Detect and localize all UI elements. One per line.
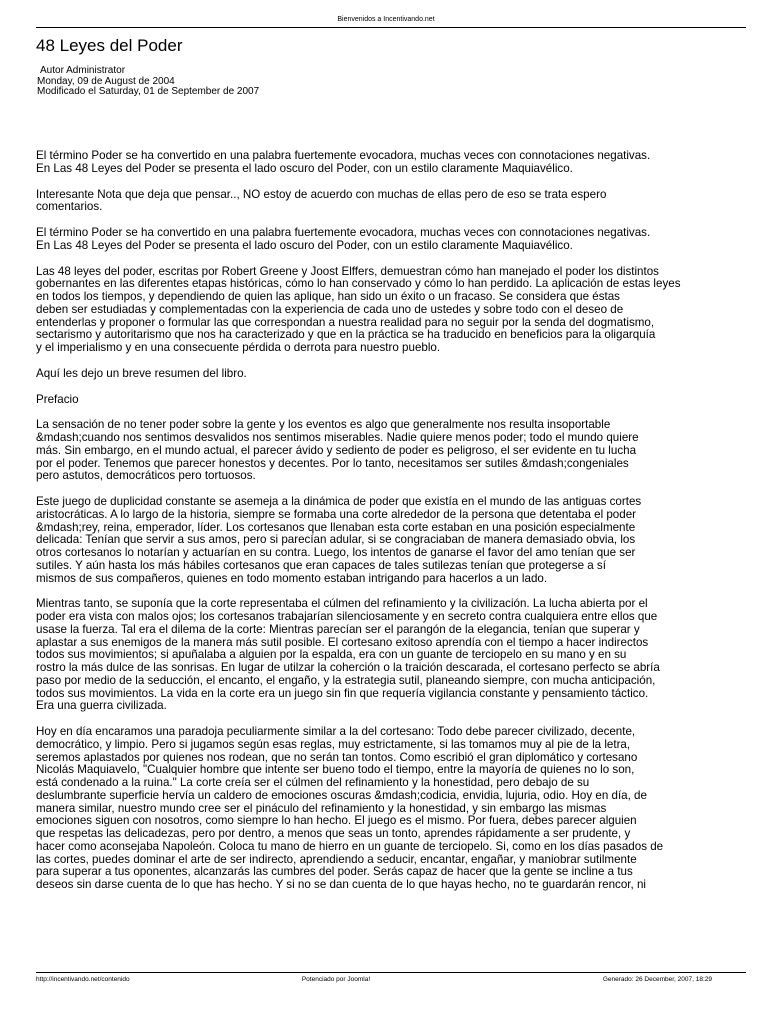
page-title: 48 Leyes del Poder	[36, 36, 183, 55]
text-line: El término Poder se ha convertido en una palabra fuertemente evocadora, muchas veces con connotaciones negativas.	[36, 149, 651, 162]
text-line: sectarismo y autoritarismo que nos ha caracterizado y que en la práctica se ha traducido en beneficios para la oligarquía	[36, 328, 656, 342]
text-line: Nicolás Maquiavelo, "Cualquier hombre que intente ser bueno todo el tiempo, entre la mayoría de quienes no lo son,	[36, 763, 635, 777]
text-line: usase la fuerza. Tal era el dilema de la corte: Mientras parecían ser el parangón de la elegancia, tenían que superar y	[36, 622, 640, 636]
text-line: está condenado a la ruina." La corte creía ser el cúlmen del refinamiento y la honestidad, pero debajo de su	[36, 776, 590, 789]
text-line: y el imperialismo y en una consecuente pérdida o derrota para nuestro pueblo.	[36, 341, 441, 354]
text-line: por el poder. Tenemos que parecer honestos y decentes. Por lo tanto, necesitamos ser sutiles &mdash;congeniales	[36, 456, 629, 470]
text-line: En Las 48 Leyes del Poder se presenta el lado oscuro del Poder, con un estilo claramente Maquiavélico.	[36, 161, 573, 175]
text-line: Interesante Nota que deja que pensar.., NO estoy de acuerdo con muchas de ellas pero de eso se trata espero	[36, 187, 607, 201]
text-line: &mdash;cuando nos sentimos desvalidos nos sentimos miserables. Nadie quiere menos poder; todo el mundo quiere	[36, 431, 639, 444]
text-line: &mdash;rey, reina, emperador, líder. Los cortesanos que llenaban esta corte estaban en una posición especialmente	[36, 520, 636, 534]
text-line: hacer como aconsejaba Napoleón. Coloca tu mano de hierro en un guante de terciopelo. Si, como en los días pasados de	[36, 839, 664, 853]
text-line: rostro la más dulce de las sonrisas. En lugar de utilzar la coherción o la traición descarada, el cortesano perfecto se abría	[36, 661, 660, 674]
text-line: más. Sin embargo, en el mundo actual, el parecer ávido y sediento de poder es peligroso, el ser evidente en tu lucha	[36, 443, 637, 457]
text-line: seremos aplastados por quienes nos rodean, que no serán tan tontos. Como escribió el gran diplomático y cortesano	[36, 750, 638, 764]
paragraph	[36, 189, 758, 215]
text-line: democrático, y limpio. Pero si jugamos según esas reglas, muy estrictamente, si las tomamos muy al pie de la letra,	[36, 737, 631, 751]
site-header: Bienvenidos a Incentivando.net	[337, 16, 435, 23]
top-divider	[36, 27, 746, 28]
text-line: paso por medio de la seducción, el encanto, el engaño, y la estrategia sutil, planeando siempre, con mucha anticipación,	[36, 673, 656, 687]
text-line: todos sus movimientos; si apuñalaba a alguien por la espalda, era con un guante de terciopelo en su mano y en su	[36, 648, 627, 662]
text-line: otros cortesanos lo notarían y actuarían en su contra. Luego, los intentos de ganarse el favor del amo tenían que ser	[36, 546, 636, 559]
bottom-divider	[36, 972, 746, 973]
text-line: deslumbrante superficie hervía un caldero de emociones oscuras &mdash;codicia, envidia, lujuria, odio. Hoy en día, de	[36, 788, 647, 802]
paragraph	[36, 368, 758, 381]
text-line: que respetas las delicadezas, pero por dentro, a menos que seas un tonto, aprendes rápidamente a ser prudente, y	[36, 827, 631, 840]
text-line: delicada: Tenían que servir a sus amos, pero si parecían adular, si se congraciaban de manera demasiado obvia, los	[36, 533, 636, 547]
text-line: Hoy en día encaramos una paradoja peculiarmente similar a la del cortesano: Todo debe parecer civilizado, decente,	[36, 725, 636, 738]
article-meta	[37, 66, 259, 98]
text-line: emociones siguen con nosotros, como siempre lo han hecho. El juego es el mismo. Por fuera, debes parecer alguien	[36, 814, 637, 828]
footer-generated: Generado: 26 December, 2007, 18:29	[602, 976, 712, 983]
text-line: en todos los tiempos, y dependiendo de quien las aplique, han sido un éxito o un fracaso. Se considera que éstas	[36, 290, 620, 303]
text-line: Las 48 leyes del poder, escritas por Robert Greene y Joost Elffers, demuestran cómo han manejado el poder los distintos	[36, 264, 659, 278]
text-line: deseos sin darse cuenta de lo que has hecho. Y si no se dan cuenta de lo que hayas hecho, no te guardarán rencor, ni	[36, 878, 646, 891]
paragraph	[36, 496, 758, 585]
text-line: comentarios.	[36, 200, 103, 214]
text-line: La sensación de no tener poder sobre la gente y los eventos es algo que generalmente nos resulta insoportable	[36, 418, 611, 432]
paragraph	[36, 419, 758, 483]
modified-line: Modificado el Saturday, 01 de September de 2007	[37, 86, 260, 97]
text-line: gobernantes en las diferentes etapas históricas, cómo lo han conservado y cómo lo han perdido. La aplicación de estas leyes	[36, 277, 681, 291]
paragraph	[36, 598, 758, 713]
paragraph	[36, 227, 758, 253]
date-line: Monday, 09 de August de 2004	[37, 75, 175, 87]
text-line: todos sus movimientos. La vida en la corte era un juego sin fin que requería vigilancia constante y pensamiento táctico.	[36, 686, 649, 700]
text-line: para superar a tus oponentes, alcanzarás las cumbres del poder. Serás capaz de hacer que la gente se incline a tus	[36, 865, 633, 879]
text-line: Prefacio	[36, 392, 79, 406]
text-line: El término Poder se ha convertido en una palabra fuertemente evocadora, muchas veces con connotaciones negativas.	[36, 226, 651, 239]
text-line: pero astutos, democráticos pero tortuosos.	[36, 469, 256, 483]
text-line: aplastar a sus enemigos de la manera más sutil posible. El cortesano exitoso aprendía con el tiempo a hacer indirectos	[36, 635, 649, 649]
text-line: Este juego de duplicidad constante se asemeja a la dinámica de poder que existía en el mundo de las antiguas cortes	[36, 495, 642, 508]
text-line: mismos de sus compañeros, quienes en todo momento estaban intrigando para hacerlos a un lado.	[36, 571, 548, 585]
paragraph	[36, 266, 758, 355]
text-line: entenderlas y proponer o formular las que correspondan a nuestra realidad para no seguir por la senda del dogmatismo,	[36, 315, 655, 329]
text-line: deben ser estudiadas y complementadas con la experiencia de cada uno de ustedes y sobre todo con el deseo de	[36, 302, 624, 316]
text-line: Aquí les dejo un breve resumen del libro.	[36, 366, 247, 380]
text-line: sutiles. Y aún hasta los más hábiles cortesanos que eran capaces de tales sutilezas tenían que protegerse a sí	[36, 558, 606, 572]
text-line: En Las 48 Leyes del Poder se presenta el lado oscuro del Poder, con un estilo claramente Maquiavélico.	[36, 238, 573, 252]
text-line: Mientras tanto, se suponía que la corte representaba el cúlmen del refinamiento y la civilización. La lucha abierta por el	[36, 597, 648, 611]
paragraph	[36, 394, 758, 407]
text-line: las cortes, puedes dominar el arte de ser indirecto, aprendiendo a seducir, encantar, engañar, y maniobrar sutilmente	[36, 852, 637, 866]
text-line: Era una guerra civilizada.	[36, 699, 167, 713]
text-line: aristocráticas. A lo largo de la historia, siempre se formaba una corte alrededor de la persona que detentaba el poder	[36, 507, 637, 521]
text-line: manera similar, nuestro mundo cree ser el pináculo del refinamiento y la honestidad, y sin embargo las mismas	[36, 801, 607, 815]
paragraph	[36, 726, 758, 892]
text-line: poder era vista con malos ojos; los cortesanos trabajarían silenciosamente y en secreto contra cualquiera entre ellos que	[36, 610, 658, 623]
footer-powered: Potenciado por Joomla!	[301, 976, 371, 983]
footer-url: http://incentivando.net/contenido	[36, 976, 130, 983]
author-line: Autor Administrator	[40, 65, 126, 76]
article-body	[36, 150, 758, 905]
paragraph	[36, 150, 758, 176]
